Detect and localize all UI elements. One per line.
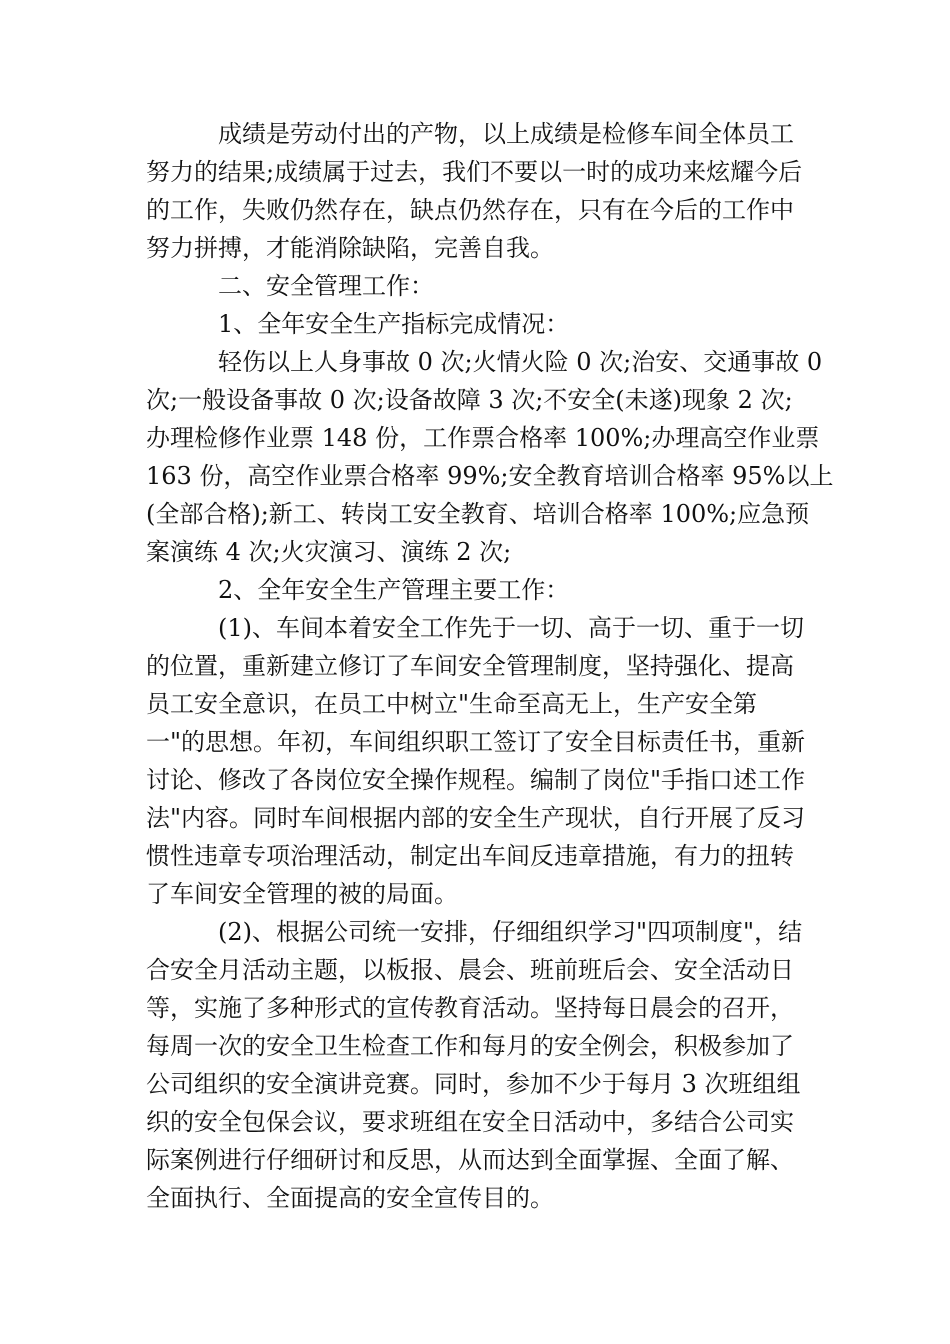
text-line: 全面执行、全面提高的安全宣传目的。 (146, 1184, 554, 1212)
text-line: 163 份，高空作业票合格率 99%;安全教育培训合格率 95%以上 (146, 462, 834, 490)
text-line: 案演练 4 次;火灾演习、演练 2 次; (146, 538, 512, 566)
text-line: 法"内容。同时车间根据内部的安全生产现状，自行开展了反习 (146, 804, 806, 832)
text-line: 努力拼搏，才能消除缺陷，完善自我。 (146, 234, 554, 262)
text-line: 每周一次的安全卫生检查工作和每月的安全例会，积极参加了 (146, 1032, 794, 1060)
text-line: 努力的结果;成绩属于过去，我们不要以一时的成功来炫耀今后 (146, 158, 803, 186)
text-line: 织的安全包保会议，要求班组在安全日活动中，多结合公司实 (146, 1108, 794, 1136)
text-line: 惯性违章专项治理活动，制定出车间反违章措施，有力的扭转 (146, 842, 794, 870)
text-line: 合安全月活动主题，以板报、晨会、班前班后会、安全活动日 (146, 956, 794, 984)
text-line: 的工作，失败仍然存在，缺点仍然存在，只有在今后的工作中 (146, 196, 794, 224)
text-line: 员工安全意识，在员工中树立"生命至高无上，生产安全第 (146, 690, 758, 718)
text-line: 1、全年安全生产指标完成情况： (218, 310, 570, 338)
text-line: 二、安全管理工作： (218, 272, 434, 300)
text-line: 讨论、修改了各岗位安全操作规程。编制了岗位"手指口述工作 (146, 766, 806, 794)
text-line: (全部合格);新工、转岗工安全教育、培训合格率 100%;应急预 (146, 500, 810, 528)
text-line: 成绩是劳动付出的产物，以上成绩是检修车间全体员工 (218, 120, 794, 148)
document-body (146, 115, 834, 1217)
text-line: 2、全年安全生产管理主要工作： (218, 576, 570, 604)
text-line: 公司组织的安全演讲竞赛。同时，参加不少于每月 3 次班组组 (146, 1070, 801, 1098)
text-line: 了车间安全管理的被的局面。 (146, 880, 458, 908)
text-line: 一"的思想。年初，车间组织职工签订了安全目标责任书，重新 (146, 728, 806, 756)
text-line: 等，实施了多种形式的宣传教育活动。坚持每日晨会的召开， (146, 994, 794, 1022)
text-line: 的位置，重新建立修订了车间安全管理制度，坚持强化、提高 (146, 652, 794, 680)
text-line: 轻伤以上人身事故 0 次;火情火险 0 次;治安、交通事故 0 (218, 348, 823, 376)
text-line: 际案例进行仔细研讨和反思，从而达到全面掌握、全面了解、 (146, 1146, 794, 1174)
text-line: 次;一般设备事故 0 次;设备故障 3 次;不安全(未遂)现象 2 次; (146, 386, 793, 414)
text-line: (1)、车间本着安全工作先于一切、高于一切、重于一切 (218, 614, 804, 642)
text-line: 办理检修作业票 148 份，工作票合格率 100%;办理高空作业票 (146, 424, 820, 452)
text-line: (2)、根据公司统一安排，仔细组织学习"四项制度"，结 (218, 918, 803, 946)
